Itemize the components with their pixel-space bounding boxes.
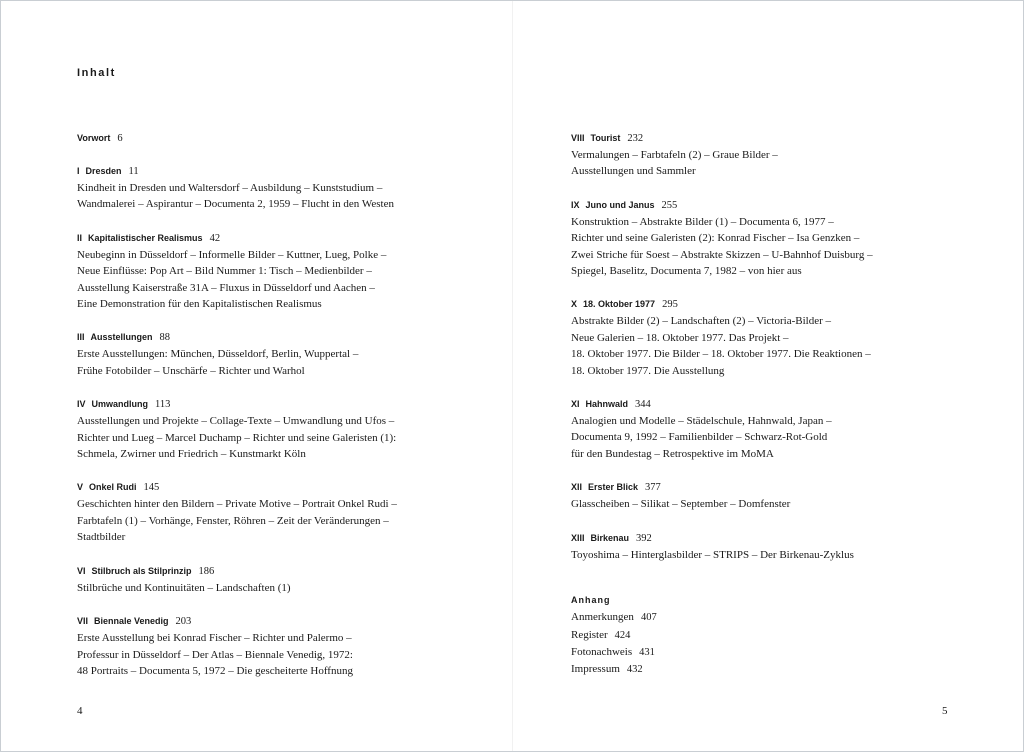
chapter-page: 145: [143, 482, 160, 494]
chapter-subtopics-line: Wandmalerei – Aspirantur – Documenta 2, 1959 – Flucht in den Westen: [77, 198, 394, 211]
chapter-page: 344: [635, 399, 651, 411]
chapter-title: Biennale Venedig: [94, 616, 169, 627]
appendix-item-page: 431: [639, 646, 655, 658]
chapter-subtopics-line: Richter und seine Galeristen (2): Konrad Fischer – Isa Genzken –: [571, 232, 860, 245]
chapter-subtopics-line: Zwei Striche für Soest – Abstrakte Skizzen – U-Bahnhof Duisburg –: [571, 248, 873, 261]
chapter-number: II: [77, 232, 83, 243]
toc-section: [77, 330, 477, 379]
chapter-title: Dresden: [85, 166, 122, 176]
chapter-subtopics-line: 48 Portraits – Documenta 5, 1972 – Die gescheiterte Hoffnung: [77, 664, 353, 677]
chapter-subtopics-line: Toyoshima – Hinterglasbilder – STRIPS – Der Birkenau-Zyklus: [571, 548, 854, 561]
chapter-number: VII: [77, 616, 89, 627]
section-heading: [571, 397, 971, 412]
chapter-subtopics-line: Documenta 9, 1992 – Familienbilder – Schwarz-Rot-Gold: [571, 431, 828, 444]
appendix-title: Anhang: [571, 595, 611, 606]
chapter-subtopics-line: Richter und Lueg – Marcel Duchamp – Richter und seine Galeristen (1):: [77, 431, 397, 444]
chapter-subtopics-line: Professur in Düsseldorf – Der Atlas – Biennale Venedig, 1972:: [77, 648, 353, 661]
chapter-subtopics-line: Ausstellung Kaiserstraße 31A – Fluxus in Düsseldorf und Aachen –: [77, 281, 375, 294]
toc-section: [571, 198, 971, 280]
appendix-item: [571, 627, 971, 644]
chapter-subtopics-line: Farbtafeln (1) – Vorhänge, Fenster, Röhren – Zeit der Veränderungen –: [77, 514, 389, 527]
chapter-number: IX: [571, 199, 580, 210]
chapter-page: 255: [661, 199, 678, 211]
toc-section: [77, 480, 477, 545]
toc-section: [77, 231, 477, 313]
section-heading: [77, 480, 477, 495]
appendix-item-label: Impressum: [571, 663, 620, 676]
chapter-page: 203: [175, 616, 192, 628]
appendix-item-page: 432: [626, 664, 643, 676]
chapter-subtopics-line: Stilbrüche und Kontinuitäten – Landschaften (1): [77, 581, 291, 594]
chapter-page: 6: [117, 133, 123, 144]
chapter-subtopics-line: Spiegel, Baselitz, Documenta 7, 1982 – von hier aus: [571, 265, 802, 278]
chapter-title: 18. Oktober 1977: [583, 299, 656, 310]
appendix-item-label: Register: [571, 628, 608, 641]
chapter-title: Tourist: [590, 133, 621, 143]
chapter-page: 11: [128, 166, 139, 177]
section-heading: [571, 297, 971, 312]
chapter-subtopics-line: für den Bundestag – Retrospektive im MoMA: [571, 447, 774, 460]
chapter-title: Ausstellungen: [90, 332, 153, 343]
chapter-subtopics-line: Eine Demonstration für den Kapitalistischen Realismus: [77, 298, 322, 311]
chapter-number: VI: [77, 565, 86, 576]
appendix-section: [571, 593, 971, 679]
section-heading: [571, 531, 971, 546]
chapter-page: 295: [662, 299, 678, 311]
toc-section: [571, 131, 971, 180]
page-number-right: 5: [942, 705, 948, 717]
chapter-subtopics-line: Neue Galerien – 18. Oktober 1977. Das Projekt –: [571, 331, 789, 344]
chapter-title: Birkenau: [590, 532, 630, 543]
chapter-subtopics-line: Ausstellungen und Sammler: [571, 165, 696, 178]
chapter-subtopics-line: Neue Einflüsse: Pop Art – Bild Nummer 1: Tisch – Medienbilder –: [77, 265, 372, 278]
chapter-page: 377: [645, 482, 661, 494]
section-heading: [77, 231, 477, 246]
toc-section: [77, 164, 477, 213]
chapter-title: Umwandlung: [91, 399, 149, 410]
chapter-subtopics-line: Abstrakte Bilder (2) – Landschaften (2) – Victoria-Bilder –: [571, 315, 831, 328]
section-heading: [77, 131, 477, 146]
appendix-item: [571, 661, 971, 678]
section-heading: [77, 564, 477, 579]
section-heading: [571, 131, 971, 146]
chapter-subtopics-line: Analogien und Modelle – Städelschule, Hahnwald, Japan –: [571, 415, 832, 428]
section-heading: [571, 480, 971, 495]
page-number-left: 4: [77, 705, 83, 717]
chapter-page: 113: [155, 399, 171, 411]
chapter-title: Stilbruch als Stilprinzip: [91, 565, 192, 576]
chapter-number: XIII: [571, 532, 585, 543]
toc-section: [77, 614, 477, 679]
appendix-item: [571, 644, 971, 661]
page-gutter: [512, 1, 513, 751]
toc-heading: Inhalt: [77, 67, 116, 79]
chapter-page: 186: [198, 565, 215, 577]
chapter-subtopics-line: Frühe Fotobilder – Unschärfe – Richter und Warhol: [77, 364, 305, 377]
toc-left-column: [77, 131, 477, 697]
chapter-page: 232: [627, 133, 644, 144]
chapter-number: XII: [571, 482, 583, 493]
chapter-number: I: [77, 166, 80, 176]
section-heading: [77, 164, 477, 179]
chapter-subtopics-line: Neubeginn in Düsseldorf – Informelle Bilder – Kuttner, Lueg, Polke –: [77, 248, 387, 261]
section-heading: [77, 614, 477, 629]
chapter-subtopics-line: 18. Oktober 1977. Die Ausstellung: [571, 364, 725, 377]
appendix-item-label: Fotonachweis: [571, 645, 633, 658]
chapter-page: 392: [636, 532, 652, 544]
toc-section: [571, 480, 971, 512]
chapter-title: Kapitalistischer Realismus: [88, 232, 203, 243]
chapter-number: IV: [77, 399, 86, 410]
chapter-subtopics-line: Geschichten hinter den Bildern – Private Motive – Portrait Onkel Rudi –: [77, 498, 397, 511]
chapter-title: Erster Blick: [588, 482, 639, 493]
chapter-title: Vorwort: [77, 133, 111, 143]
chapter-subtopics-line: Ausstellungen und Projekte – Collage-Texte – Umwandlung und Ufos –: [77, 415, 395, 428]
chapter-title: Onkel Rudi: [89, 482, 137, 493]
chapter-subtopics-line: 18. Oktober 1977. Die Bilder – 18. Oktober 1977. Die Reaktionen –: [571, 348, 871, 361]
chapter-number: VIII: [571, 133, 585, 143]
toc-section: [77, 397, 477, 462]
chapter-number: XI: [571, 399, 580, 410]
chapter-subtopics-line: Glasscheiben – Silikat – September – Domfenster: [571, 498, 791, 511]
appendix-item-label: Anmerkungen: [571, 611, 634, 624]
chapter-number: V: [77, 482, 84, 493]
chapter-page: 42: [209, 232, 221, 244]
chapter-subtopics-line: Vermalungen – Farbtafeln (2) – Graue Bilder –: [571, 149, 778, 161]
chapter-page: 88: [159, 332, 171, 344]
toc-section: [571, 531, 971, 563]
chapter-subtopics-line: Stadtbilder: [77, 531, 126, 544]
section-heading: [77, 397, 477, 412]
chapter-title: Hahnwald: [585, 399, 629, 410]
appendix-item-page: 424: [614, 629, 631, 641]
chapter-subtopics-line: Konstruktion – Abstrakte Bilder (1) – Documenta 6, 1977 –: [571, 215, 834, 228]
section-heading: [571, 198, 971, 213]
chapter-number: X: [571, 299, 578, 310]
toc-section: [571, 297, 971, 379]
section-heading: [77, 330, 477, 345]
chapter-subtopics-line: Erste Ausstellungen: München, Düsseldorf, Berlin, Wuppertal –: [77, 348, 359, 361]
chapter-title: Juno und Janus: [585, 199, 655, 210]
appendix-item-page: 407: [640, 612, 657, 624]
toc-section: [571, 397, 971, 462]
toc-section: [77, 564, 477, 596]
chapter-number: III: [77, 332, 85, 343]
chapter-subtopics-line: Schmela, Zwirner und Friedrich – Kunstmarkt Köln: [77, 448, 306, 461]
chapter-subtopics-line: Erste Ausstellung bei Konrad Fischer – Richter und Palermo –: [77, 632, 352, 645]
chapter-subtopics-line: Kindheit in Dresden und Waltersdorf – Ausbildung – Kunststudium –: [77, 182, 383, 194]
appendix-item: [571, 609, 971, 626]
toc-section: [77, 131, 477, 146]
toc-right-column: [571, 131, 971, 697]
